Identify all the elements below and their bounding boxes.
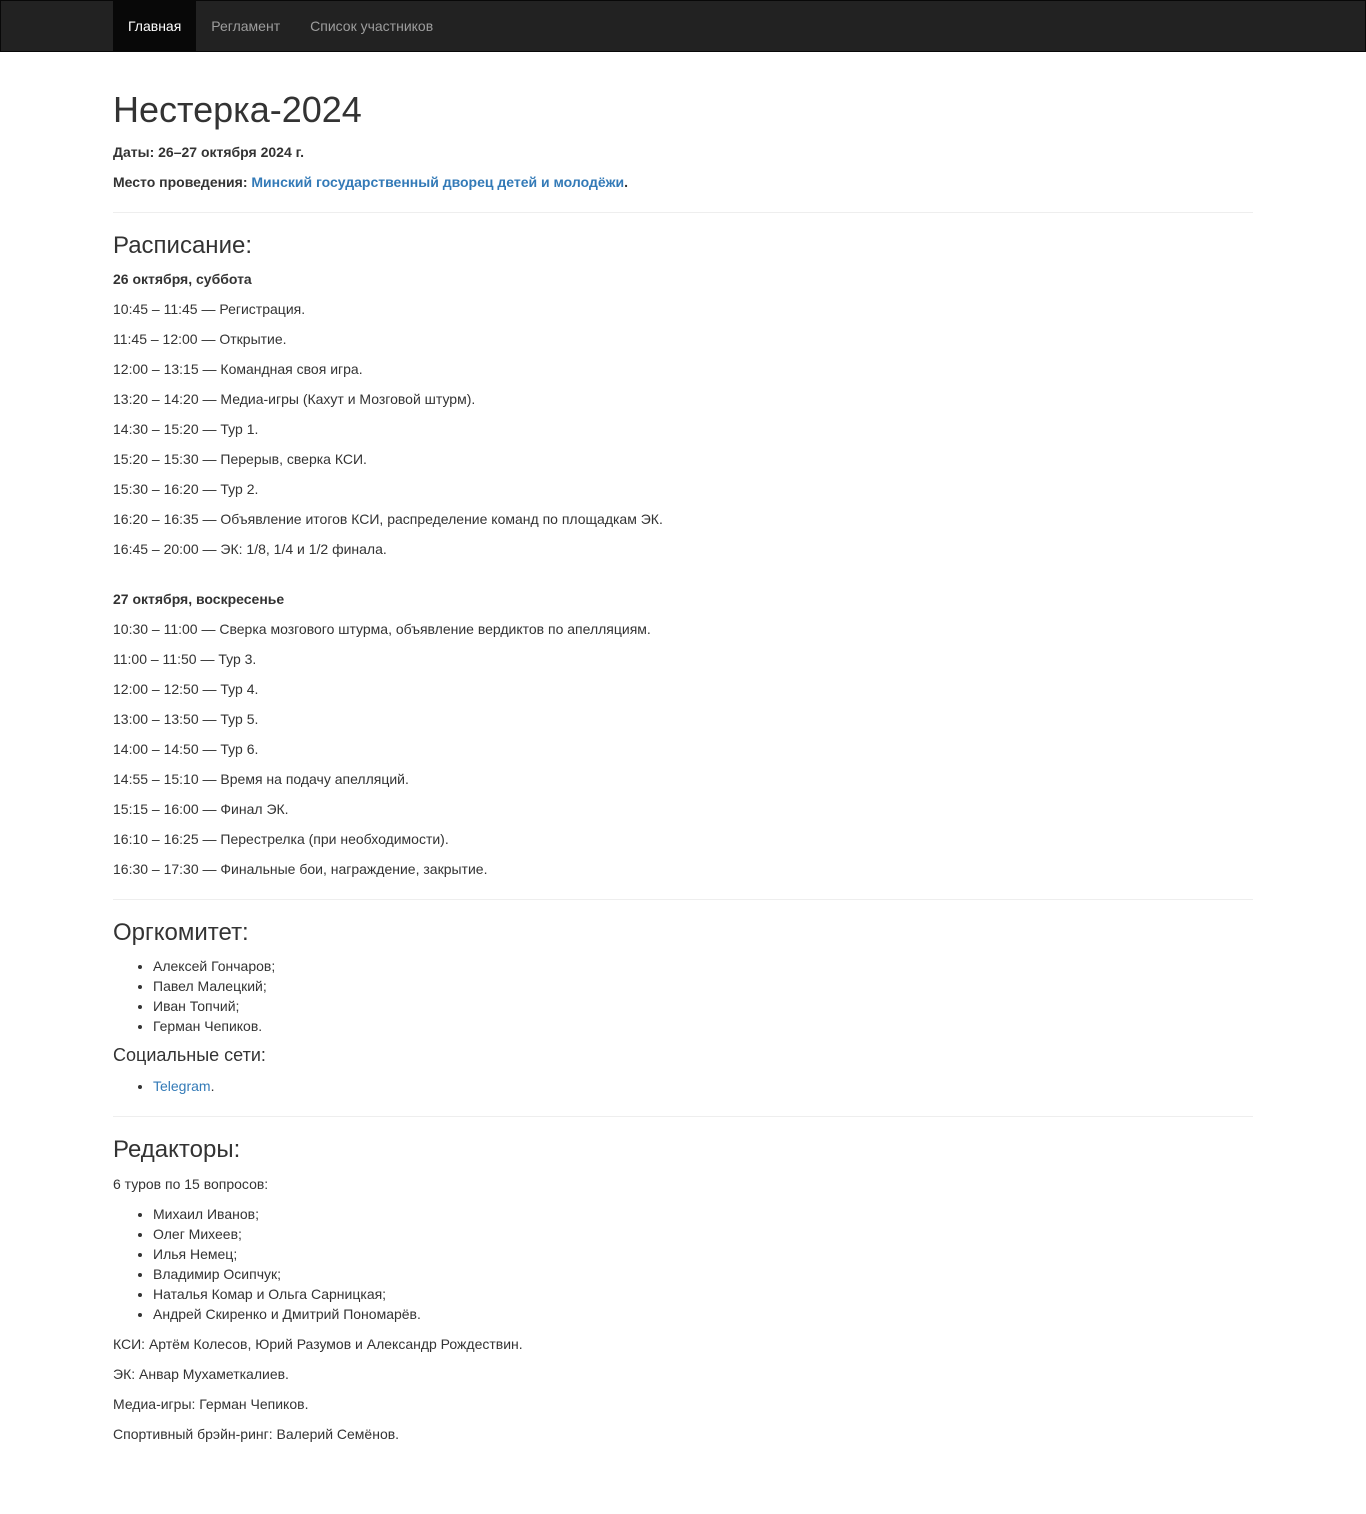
schedule-item: 16:10 – 16:25 — Перестрелка (при необходимости). — [113, 831, 449, 847]
list-item: • Владимир Осипчук; — [153, 1264, 421, 1284]
schedule-item: 12:00 – 13:15 — Командная своя игра. — [113, 361, 363, 377]
orgcommittee-list — [113, 956, 275, 1036]
list-item: • Наталья Комар и Ольга Сарницкая; — [153, 1284, 421, 1304]
day1-title: 26 октября, суббота — [113, 271, 252, 287]
day2-title: 27 октября, воскресенье — [113, 591, 285, 607]
divider — [113, 212, 1253, 213]
social-list — [113, 1076, 214, 1096]
venue-label: Место проведения: — [113, 174, 252, 190]
list-item: • Олег Михеев; — [153, 1224, 421, 1244]
editors-title: Редакторы: — [113, 1136, 241, 1163]
list-item: • Павел Малецкий; — [153, 976, 275, 996]
nav-rules[interactable]: Регламент — [211, 18, 281, 34]
editors-ek: ЭК: Анвар Мухаметкалиев. — [113, 1366, 289, 1382]
list-item: • Михаил Иванов; — [153, 1204, 421, 1224]
schedule-item: 10:30 – 11:00 — Сверка мозгового штурма, объявление вердиктов по апелляциям. — [113, 621, 651, 637]
schedule-item: 12:00 – 12:50 — Тур 4. — [113, 681, 259, 697]
venue-link[interactable]: Минский государственный дворец детей и молодёжи — [251, 174, 625, 190]
schedule-item: 15:30 – 16:20 — Тур 2. — [113, 481, 259, 497]
schedule-item: 14:55 – 15:10 — Время на подачу апелляций. — [113, 771, 409, 787]
schedule-title: Расписание: — [113, 232, 252, 259]
editors-list — [113, 1204, 421, 1324]
schedule-item: 11:00 – 11:50 — Тур 3. — [113, 651, 257, 667]
schedule-item: 15:20 – 15:30 — Перерыв, сверка КСИ. — [113, 451, 367, 467]
schedule-item: 11:45 – 12:00 — Открытие. — [113, 331, 287, 347]
divider — [113, 1116, 1253, 1117]
editors-intro: 6 туров по 15 вопросов: — [113, 1176, 269, 1192]
schedule-item: 15:15 – 16:00 — Финал ЭК. — [113, 801, 289, 817]
event-dates: Даты: 26–27 октября 2024 г. — [113, 144, 304, 160]
social-title: Социальные сети: — [113, 1045, 266, 1065]
telegram-period: . — [210, 1078, 215, 1094]
nav-home[interactable]: Главная — [113, 1, 196, 51]
list-item: • Иван Топчий; — [153, 996, 275, 1016]
schedule-item: 13:00 – 13:50 — Тур 5. — [113, 711, 259, 727]
event-venue — [113, 172, 628, 192]
list-item: • Герман Чепиков. — [153, 1016, 275, 1036]
schedule-item: 13:20 – 14:20 — Медиа-игры (Кахут и Мозговой штурм). — [113, 391, 476, 407]
list-item: • Илья Немец; — [153, 1244, 421, 1264]
schedule-item: 14:00 – 14:50 — Тур 6. — [113, 741, 259, 757]
nav-participants[interactable]: Список участников — [310, 18, 434, 34]
top-navbar — [0, 0, 1366, 52]
orgcommittee-title: Оргкомитет: — [113, 919, 249, 946]
navbar-items — [113, 1, 1365, 51]
list-item — [153, 1076, 214, 1096]
venue-period: . — [624, 174, 629, 190]
schedule-item: 16:30 – 17:30 — Финальные бои, награждение, закрытие. — [113, 861, 488, 877]
list-item: • Андрей Скиренко и Дмитрий Пономарёв. — [153, 1304, 421, 1324]
list-item: • Алексей Гончаров; — [153, 956, 275, 976]
telegram-link[interactable]: Telegram — [153, 1078, 211, 1094]
schedule-item: 14:30 – 15:20 — Тур 1. — [113, 421, 259, 437]
editors-ksi: КСИ: Артём Колесов, Юрий Разумов и Александр Рождествин. — [113, 1336, 523, 1352]
divider — [113, 899, 1253, 900]
page-title: Нестерка-2024 — [113, 89, 362, 130]
editors-brain: Спортивный брэйн-ринг: Валерий Семёнов. — [113, 1426, 400, 1442]
schedule-item: 16:20 – 16:35 — Объявление итогов КСИ, распределение команд по площадкам ЭК. — [113, 511, 663, 527]
editors-media: Медиа-игры: Герман Чепиков. — [113, 1396, 309, 1412]
schedule-item: 10:45 – 11:45 — Регистрация. — [113, 301, 306, 317]
schedule-item: 16:45 – 20:00 — ЭК: 1/8, 1/4 и 1/2 финала. — [113, 541, 387, 557]
